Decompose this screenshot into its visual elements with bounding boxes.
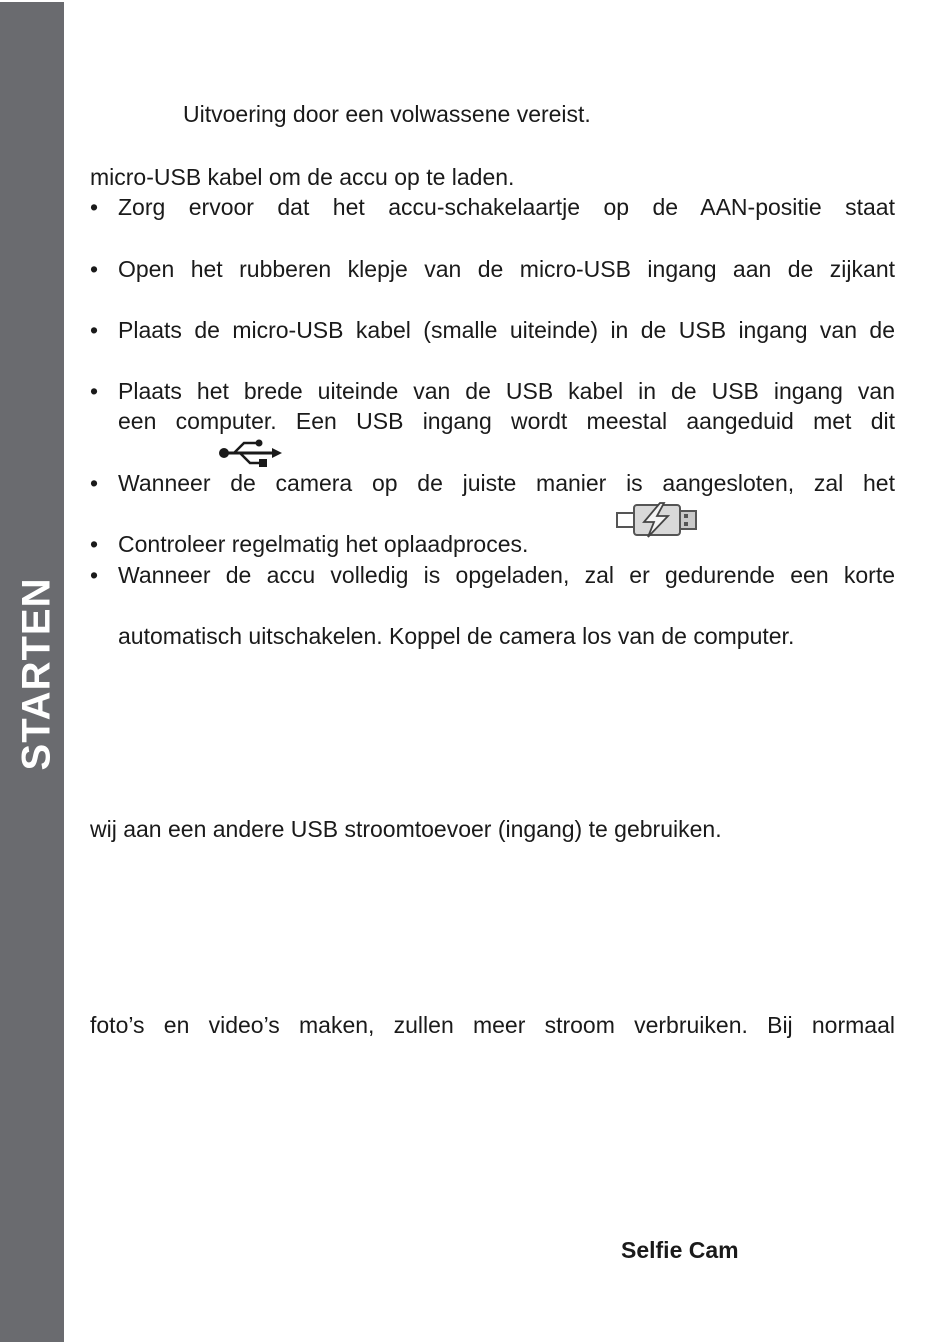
bullet-text: een computer. Een USB ingang wordt meestal aangeduid met dit xyxy=(118,408,895,434)
charging-battery-icon xyxy=(614,502,700,538)
bullet-marker: • xyxy=(90,317,99,343)
bullet-marker: • xyxy=(90,378,99,404)
bullet-switch-on xyxy=(118,193,895,221)
paragraph-text: foto’s en video’s maken, zullen meer stroom verbruiken. Bij normaal xyxy=(90,1012,895,1038)
product-name-footer: Selfie Cam xyxy=(621,1237,739,1263)
usb-power-note: wij aan een andere USB stroomtoevoer (ingang) te gebruiken. xyxy=(90,816,722,842)
intro-line: micro-USB kabel om de accu op te laden. xyxy=(90,164,515,190)
sidebar-tab xyxy=(0,2,64,1342)
power-consumption-note xyxy=(90,1011,895,1039)
bullet-marker: • xyxy=(90,194,99,220)
bullet-marker: • xyxy=(90,562,99,588)
bullet-text: Plaats het brede uiteinde van de USB kabel in de USB ingang van xyxy=(118,378,895,404)
bullet-marker: • xyxy=(90,470,99,496)
bullet-check-charging: Controleer regelmatig het oplaadproces. xyxy=(118,531,529,557)
bullet-marker: • xyxy=(90,256,99,282)
bullet-insert-micro-usb xyxy=(118,316,895,344)
bullet-text: Wanneer de accu volledig is opgeladen, zal er gedurende een korte xyxy=(118,562,895,588)
adult-supervision-note: Uitvoering door een volwassene vereist. xyxy=(183,101,591,127)
bullet-text: Wanneer de camera op de juiste manier is aangesloten, zal het xyxy=(118,470,895,496)
bullet-connected xyxy=(118,469,895,497)
sidebar-label: STARTEN xyxy=(14,577,59,771)
bullet-open-flap xyxy=(118,255,895,283)
bullet-text: Open het rubberen klepje van de micro-USB ingang aan de zijkant xyxy=(118,256,895,282)
bullet-marker: • xyxy=(90,531,99,557)
bullet-text: Plaats de micro-USB kabel (smalle uiteinde) in de USB ingang van de xyxy=(118,317,895,343)
bullet-insert-usb-computer-cont xyxy=(118,407,895,435)
bullet-text: Zorg ervoor dat het accu-schakelaartje op de AAN-positie staat xyxy=(118,194,895,220)
bullet-fully-charged xyxy=(118,561,895,589)
bullet-insert-usb-computer xyxy=(118,377,895,405)
usb-symbol-icon xyxy=(216,438,282,468)
bullet-fully-charged-cont: automatisch uitschakelen. Koppel de camera los van de computer. xyxy=(118,623,795,649)
